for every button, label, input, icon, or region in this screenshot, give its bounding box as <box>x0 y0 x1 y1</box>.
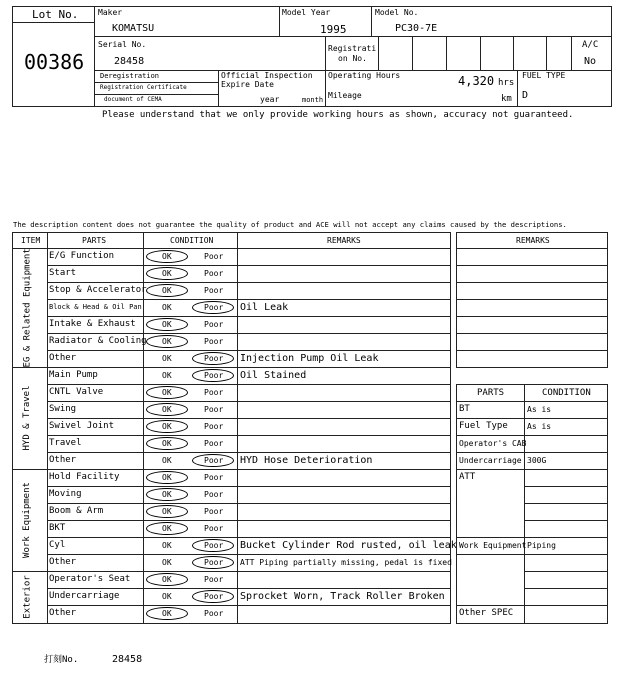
table-row <box>47 333 451 350</box>
spec-cab-label: Operator's CAB <box>459 439 527 448</box>
selected-condition-circle <box>192 369 234 382</box>
group-label: EG & Related Equipment <box>22 247 32 367</box>
table-row <box>47 401 451 418</box>
selected-condition-circle <box>146 420 188 433</box>
table-row <box>47 367 451 384</box>
condition-poor[interactable]: Poor <box>204 337 224 346</box>
header-remarks: REMARKS <box>327 236 361 245</box>
spec-fuel-label: Fuel Type <box>459 421 508 431</box>
condition-ok[interactable]: OK <box>162 456 172 465</box>
mileage-label: Mileage <box>328 91 362 100</box>
stamp-no-label: 打刻No. <box>44 655 79 665</box>
part-name: Start <box>49 268 77 278</box>
part-name: Hold Facility <box>49 472 120 482</box>
condition-ok[interactable]: OK <box>162 558 172 567</box>
spec-work-equipment-value: Piping <box>527 541 556 550</box>
part-name: Main Pump <box>49 370 98 380</box>
part-name: Swivel Joint <box>49 421 115 431</box>
ac-value: No <box>584 56 597 67</box>
spec-bt-value: As is <box>527 405 552 414</box>
condition-poor[interactable]: Poor <box>204 286 224 295</box>
lot-no-value: 00386 <box>24 50 85 74</box>
condition-ok[interactable]: OK <box>162 490 172 499</box>
table-row <box>47 384 451 401</box>
registration-label-1: Registrati <box>328 44 377 53</box>
condition-poor[interactable]: Poor <box>204 490 224 499</box>
condition-poor[interactable]: Poor <box>204 252 224 261</box>
condition-ok[interactable]: OK <box>162 371 172 380</box>
selected-condition-circle <box>192 556 234 569</box>
month-label: month <box>302 96 324 104</box>
serial-no-label: Serial No. <box>98 40 147 49</box>
hrs-label: hrs <box>498 78 515 88</box>
condition-poor[interactable]: Poor <box>204 609 224 618</box>
table-row <box>47 469 451 486</box>
model-no-label: Model No. <box>375 8 419 17</box>
selected-condition-circle <box>146 522 188 535</box>
remark: HYD Hose Deterioration <box>240 455 373 466</box>
table-row <box>47 588 451 605</box>
selected-condition-circle <box>192 352 234 365</box>
part-name: Stop & Accelerator <box>49 285 147 295</box>
cema-document-label: document of CEMA <box>104 96 162 103</box>
header-remarks-right: REMARKS <box>516 236 550 245</box>
condition-poor[interactable]: Poor <box>204 371 224 380</box>
serial-no-value: 28458 <box>114 56 145 67</box>
table-row <box>47 350 451 367</box>
spec-condition-header: CONDITION <box>542 388 591 398</box>
spec-parts-header: PARTS <box>477 388 505 398</box>
selected-condition-circle <box>146 505 188 518</box>
part-name: Other <box>49 608 77 618</box>
part-name: Other <box>49 557 77 567</box>
part-name: Boom & Arm <box>49 506 104 516</box>
part-name: Block & Head & Oil Pan <box>49 303 142 311</box>
remark: Oil Leak <box>240 302 289 313</box>
condition-poor[interactable]: Poor <box>204 558 224 567</box>
condition-ok[interactable]: OK <box>162 269 172 278</box>
condition-poor[interactable]: Poor <box>204 524 224 533</box>
condition-poor[interactable]: Poor <box>204 388 224 397</box>
part-name: BKT <box>49 523 66 533</box>
condition-poor[interactable]: Poor <box>204 507 224 516</box>
registration-certificate-label: Registration Certificate <box>100 84 187 91</box>
fuel-type-value: D <box>522 90 529 101</box>
maker-label: Maker <box>98 8 123 17</box>
table-row <box>47 605 451 622</box>
part-name: Intake & Exhaust <box>49 319 136 329</box>
spec-other-label: Other SPEC <box>459 608 514 618</box>
inspection-label-1: Official Inspection <box>221 71 313 80</box>
deregistration-label: Deregistration <box>100 72 160 80</box>
condition-poor[interactable]: Poor <box>204 269 224 278</box>
registration-label-2: on No. <box>338 54 367 63</box>
part-name: Moving <box>49 489 82 499</box>
part-name: CNTL Valve <box>49 387 104 397</box>
table-row <box>47 265 451 282</box>
selected-condition-circle <box>146 386 188 399</box>
spec-undercarriage-value: 300G <box>527 456 547 465</box>
table-row <box>47 486 451 503</box>
fuel-type-label: FUEL TYPE <box>522 71 566 80</box>
stamp-no-value: 28458 <box>112 654 143 665</box>
inspection-label-2: Expire Date <box>221 80 274 89</box>
condition-ok[interactable]: OK <box>162 575 172 584</box>
condition-ok[interactable]: OK <box>162 609 172 618</box>
spec-fuel-value: As is <box>527 422 552 431</box>
selected-condition-circle <box>146 437 188 450</box>
lot-no-label: Lot No. <box>32 8 79 21</box>
condition-ok[interactable]: OK <box>162 252 172 261</box>
condition-poor[interactable]: Poor <box>204 405 224 414</box>
part-name: E/G Function <box>49 251 115 261</box>
selected-condition-circle <box>146 318 188 331</box>
part-name: Operator's Seat <box>49 574 131 584</box>
ac-label: A/C <box>582 40 599 50</box>
year-label: year <box>260 95 280 104</box>
table-row <box>47 435 451 452</box>
remark: Sprocket Worn, Track Roller Broken <box>240 591 445 602</box>
header-item: ITEM <box>21 236 41 245</box>
table-row <box>47 537 457 554</box>
table-row <box>47 282 451 299</box>
km-label: km <box>501 94 512 104</box>
part-name: Swing <box>49 404 77 414</box>
operating-hours-value: 4,320 <box>458 74 495 88</box>
condition-ok[interactable]: OK <box>162 507 172 516</box>
table-row <box>47 520 451 537</box>
remark: Oil Stained <box>240 370 307 381</box>
condition-ok[interactable]: OK <box>162 337 172 346</box>
condition-poor[interactable]: Poor <box>204 575 224 584</box>
spec-undercarriage-label: Undercarriage <box>459 456 522 465</box>
part-name: Undercarriage <box>49 591 120 601</box>
condition-poor[interactable]: Poor <box>204 320 224 329</box>
condition-ok[interactable]: OK <box>162 422 172 431</box>
selected-condition-circle <box>146 488 188 501</box>
remark: Injection Pump Oil Leak <box>240 353 379 364</box>
table-row <box>47 503 451 520</box>
table-row <box>47 299 451 316</box>
condition-ok[interactable]: OK <box>162 320 172 329</box>
condition-poor[interactable]: Poor <box>204 422 224 431</box>
group-label: HYD & Travel <box>22 385 32 451</box>
part-name: Other <box>49 353 77 363</box>
spec-bt-label: BT <box>459 404 470 414</box>
selected-condition-circle <box>192 539 234 552</box>
selected-condition-circle <box>146 403 188 416</box>
selected-condition-circle <box>192 454 234 467</box>
condition-poor[interactable]: Poor <box>204 354 224 363</box>
right-remarks-frame <box>456 232 608 368</box>
table-row <box>47 571 451 588</box>
table-row <box>47 418 451 435</box>
table-row <box>47 554 451 571</box>
disclaimer: The description content does not guarantee the quality of product and ACE will not accept any claims caused by the descriptions. <box>13 220 567 229</box>
selected-condition-circle <box>146 250 188 263</box>
condition-poor[interactable]: Poor <box>204 303 224 312</box>
remark: Bucket Cylinder Rod rusted, oil leak <box>240 540 457 551</box>
part-name: Radiator & Cooling <box>49 336 147 346</box>
condition-ok[interactable]: OK <box>162 541 172 550</box>
selected-condition-circle <box>192 301 234 314</box>
condition-ok[interactable]: OK <box>162 439 172 448</box>
selected-condition-circle <box>146 284 188 297</box>
model-no-value: PC30-7E <box>395 23 438 34</box>
selected-condition-circle <box>146 573 188 586</box>
condition-ok[interactable]: OK <box>162 388 172 397</box>
maker-value: KOMATSU <box>112 23 155 34</box>
condition-ok[interactable]: OK <box>162 405 172 414</box>
operating-hours-label: Operating Hours <box>328 71 401 80</box>
spec-work-equipment-label: Work Equipment <box>459 541 527 550</box>
part-name: Travel <box>49 438 82 448</box>
condition-ok[interactable]: OK <box>162 592 172 601</box>
spec-att-label: ATT <box>459 472 476 482</box>
selected-condition-circle <box>146 267 188 280</box>
condition-ok[interactable]: OK <box>162 473 172 482</box>
condition-poor[interactable]: Poor <box>204 473 224 482</box>
selected-condition-circle <box>146 607 188 620</box>
condition-ok[interactable]: OK <box>162 303 172 312</box>
condition-ok[interactable]: OK <box>162 354 172 363</box>
group-label: Exterior <box>22 574 32 619</box>
condition-poor[interactable]: Poor <box>204 456 224 465</box>
table-row <box>47 248 451 265</box>
table-row <box>47 452 451 469</box>
part-name: Other <box>49 455 77 465</box>
part-name: Cyl <box>49 540 66 550</box>
selected-condition-circle <box>192 590 234 603</box>
condition-poor[interactable]: Poor <box>204 541 224 550</box>
model-year-value: 1995 <box>320 23 347 36</box>
header-parts: PARTS <box>82 236 107 245</box>
hours-note: Please understand that we only provide working hours as shown, accuracy not guaranteed. <box>102 110 574 120</box>
selected-condition-circle <box>146 335 188 348</box>
remark: ATT Piping partially missing, pedal is fixed <box>240 558 452 567</box>
header-condition: CONDITION <box>170 236 214 245</box>
table-row <box>47 316 451 333</box>
selected-condition-circle <box>146 471 188 484</box>
model-year-label: Model Year <box>282 8 331 17</box>
condition-ok[interactable]: OK <box>162 286 172 295</box>
condition-poor[interactable]: Poor <box>204 592 224 601</box>
group-label: Work Equipment <box>22 482 32 558</box>
condition-ok[interactable]: OK <box>162 524 172 533</box>
condition-poor[interactable]: Poor <box>204 439 224 448</box>
